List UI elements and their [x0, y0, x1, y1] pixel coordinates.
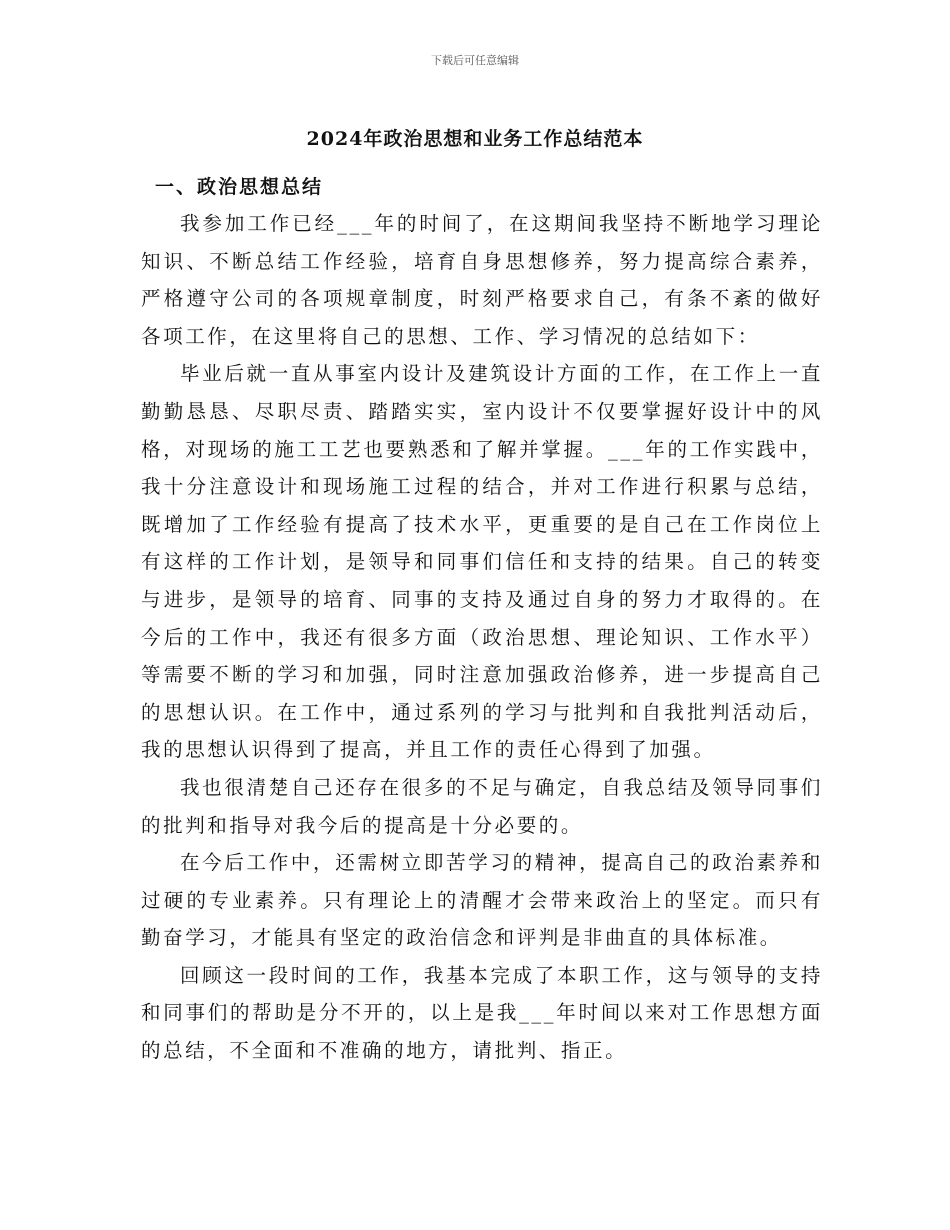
document-title: 2024年政治思想和业务工作总结范本: [306, 128, 644, 150]
section-heading: 一、政治思想总结: [155, 176, 324, 198]
paragraph-1: 我参加工作已经___年的时间了，在这期间我坚持不断地学习理论知识、不断总结工作经验，培育自身思想修养，努力提高综合素养，严格遵守公司的各项规章制度，时刻严格要求自己，有条不紊的做好各项工作，在这里将自己的思想、工作、学习情况的总结如下：: [141, 212, 823, 348]
document-body: [141, 205, 823, 1070]
paragraph-4: 在今后工作中，还需树立即苦学习的精神，提高自己的政治素养和过硬的专业素养。只有理论上的清醒才会带来政治上的坚定。而只有勤奋学习，才能具有坚定的政治信念和评判是非曲直的具体标准。: [141, 851, 823, 950]
paragraph-2: 毕业后就一直从事室内设计及建筑设计方面的工作，在工作上一直勤勤恳恳、尽职尽责、踏踏实实，室内设计不仅要掌握好设计中的风格，对现场的施工工艺也要熟悉和了解并掌握。___年的工作实践中，我十分注意设计和现场施工过程的结合，并对工作进行积累与总结，既增加了工作经验有提高了技术水平，更重要的是自己在工作岗位上有这样的工作计划，是领导和同事们信任和支持的结果。自己的转变与进步，是领导的培育、同事的支持及通过自身的努力才取得的。在今后的工作中，我还有很多方面（政治思想、理论知识、工作水平）等需要不断的学习和加强，同时注意加强政治修养，进一步提高自己的思想认识。在工作中，通过系列的学习与批判和自我批判活动后，我的思想认识得到了提高，并且工作的责任心得到了加强。: [141, 362, 823, 762]
page-header-note: 下载后可任意编辑: [431, 54, 519, 67]
paragraph-3: 我也很清楚自己还存在很多的不足与确定，自我总结及领导同事们的批判和指导对我今后的提高是十分必要的。: [141, 775, 823, 837]
paragraph-5: 回顾这一段时间的工作，我基本完成了本职工作，这与领导的支持和同事们的帮助是分不开的，以上是我___年时间以来对工作思想方面的总结，不全面和不准确的地方，请批判、指正。: [141, 963, 823, 1063]
